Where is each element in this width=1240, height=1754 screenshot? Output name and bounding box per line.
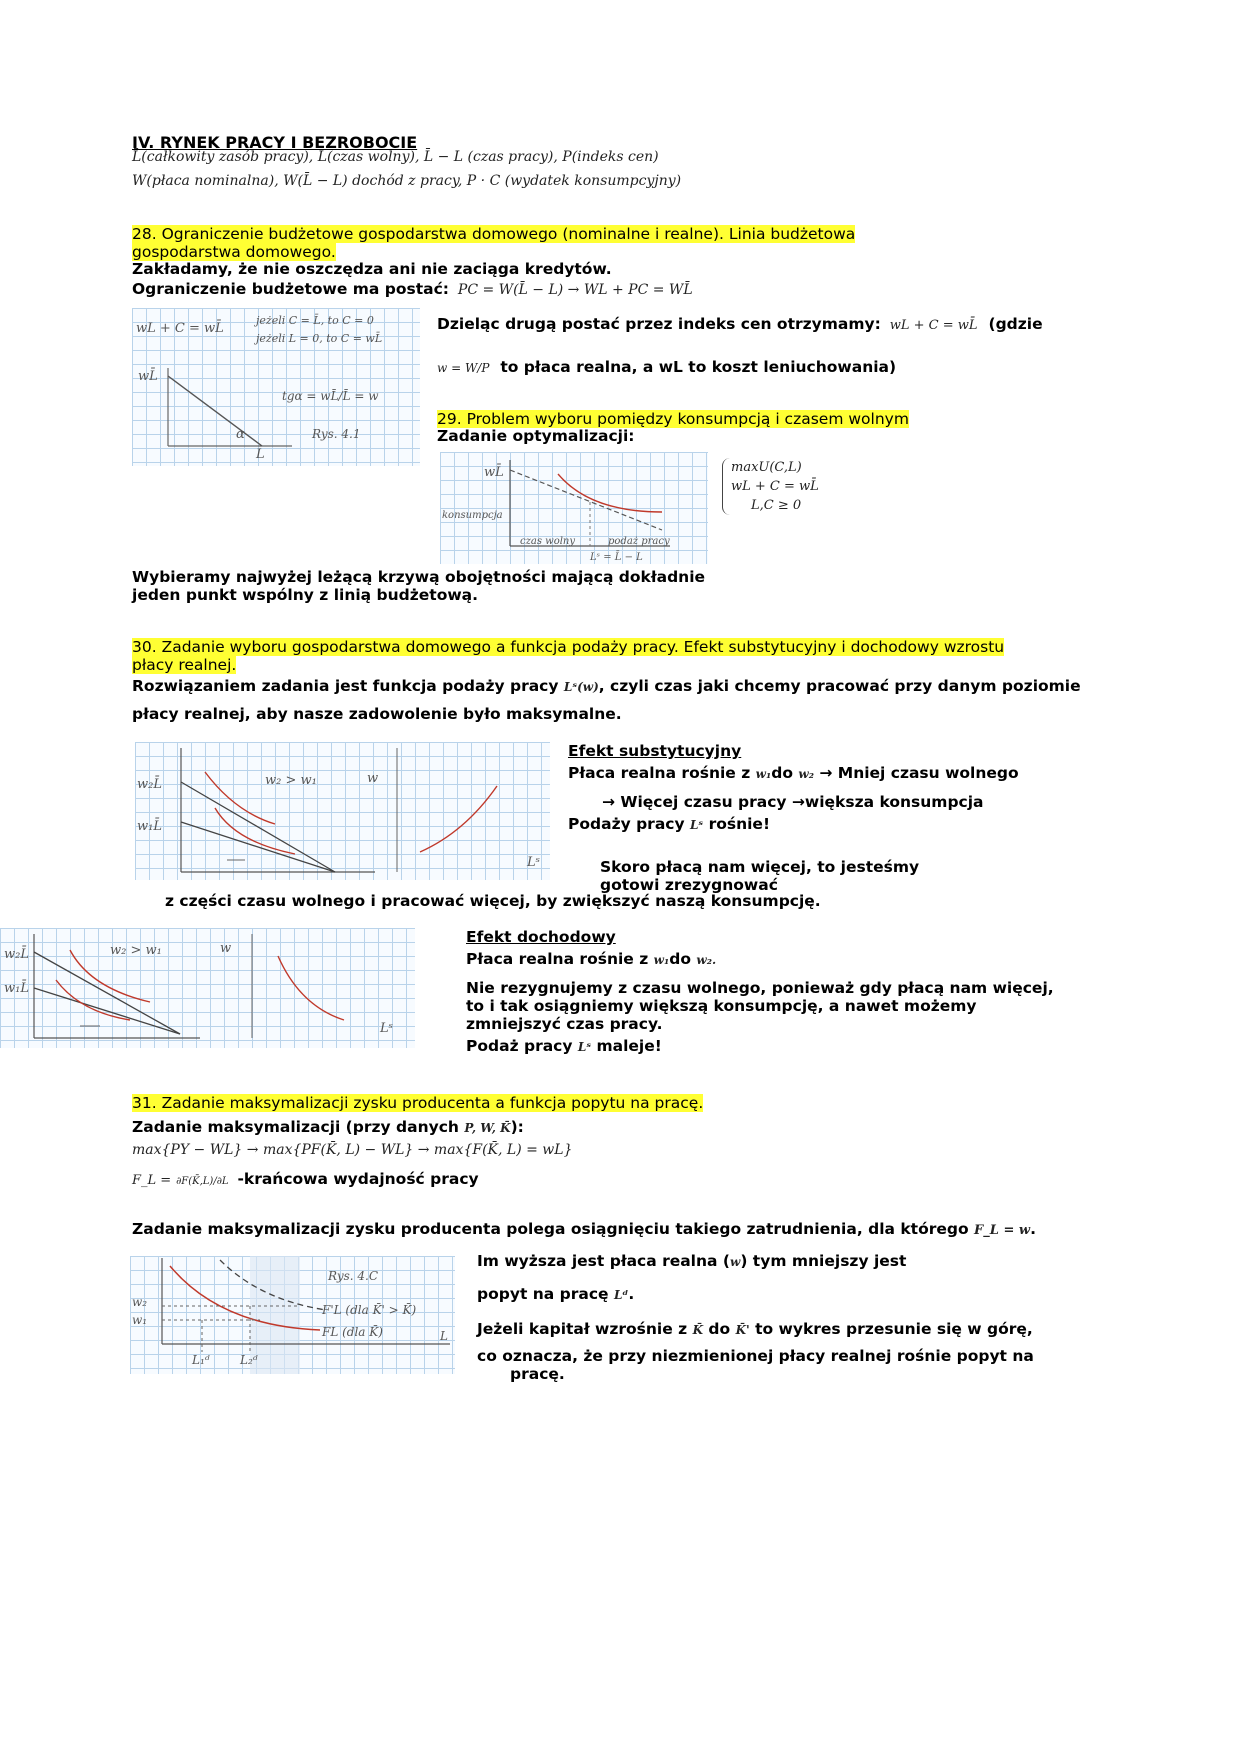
ld-line-5: pracę. [510, 1365, 565, 1383]
graph-wage-compare: w₂ > w₁ [265, 773, 317, 788]
page-title: IV. RYNEK PRACY I BEZROBOCIE [132, 133, 418, 152]
sketch-alpha: α [236, 427, 245, 442]
ld-line-2: popyt na pracę Lᵈ. [477, 1285, 635, 1303]
s31-paragraph-1: Zadanie maksymalizacji (przy danych P, W, K̄): [132, 1118, 524, 1136]
optimization-system: maxU(C,L) wL + C = wL̄ L,C ≥ 0 [722, 458, 819, 515]
s28-paragraph-1: Zakładamy, że nie oszczędza ani nie zaciąga kredytów. [132, 260, 612, 278]
budget-line-sketch [132, 308, 420, 466]
budget-line-svg [132, 308, 420, 466]
graph-w1L-label: w₁L̄ [137, 819, 162, 834]
inc-line-2: Nie rezygnujemy z czasu wolnego, ponieważ gdy płacą nam więcej, [466, 979, 1054, 997]
budget-constraint-formula: PC = W(L̄ − L) → WL + PC = WL̄ [457, 282, 693, 298]
s30-paragraph-1: Rozwiązaniem zadania jest funkcja podaży pracy Lˢ(w), czyli czas jaki chcemy pracować przy danym poziomie [132, 677, 1081, 695]
budget-line-w2 [34, 952, 180, 1034]
sub-line-2: → Więcej czasu pracy →większa konsumpcja [602, 793, 984, 811]
graph-l2-label: L₂ᵈ [240, 1353, 258, 1367]
graph-w2L-label: w₂L̄ [4, 947, 29, 962]
section-30-heading: 30. Zadanie wyboru gospodarstwa domowego a funkcja podaży pracy. Efekt substytucyjny i dochodowy wzrostu płacy realnej. [132, 638, 1005, 674]
sketch-x-label: L̄ [256, 447, 265, 462]
s29-subheading: Zadanie optymalizacji: [437, 427, 635, 445]
sketch-ls-label: Lˢ = L̄ − L [590, 552, 643, 563]
marginal-product-line: F_L = ∂F(K̄,L)/∂L -krańcowa wydajność pracy [132, 1170, 479, 1188]
graph-wage-compare: w₂ > w₁ [110, 943, 162, 958]
graph-w-axis: w [220, 941, 232, 956]
sketch-slope: tgα = wL̄/L̄ = w [282, 389, 379, 403]
graph-w1-label: w₁ [132, 1313, 148, 1327]
indifference-sketch [440, 452, 708, 564]
ld-line-4: co oznacza, że przy niezmienionej płacy realnej rośnie popyt na [477, 1347, 1034, 1365]
labor-demand-svg [130, 1256, 455, 1374]
sketch-y-label: wL̄ [138, 369, 158, 384]
definitions-line-1: L̄(całkowity zasób pracy), L(czas wolny), L̄ − L (czas pracy), P(indeks cen) [132, 149, 659, 165]
graph-Ls-axis: Lˢ [527, 855, 541, 870]
substitution-effect-graph [135, 742, 550, 880]
sub-line-5: z części czasu wolnego i pracować więcej, by zwiększyć naszą konsumpcję. [165, 892, 821, 910]
sketch-top-eq: wL + C = wL̄ [136, 321, 224, 336]
inc-line-5: Podaż pracy Lˢ maleje! [466, 1037, 662, 1055]
graph-fl-label: FL (dla K̄) [322, 1325, 383, 1339]
labor-supply-rising [420, 786, 497, 852]
inc-line-4: zmniejszyć czas pracy. [466, 1015, 663, 1033]
section-31-heading: 31. Zadanie maksymalizacji zysku producenta a funkcja popytu na pracę. [132, 1094, 704, 1112]
income-effect-text [466, 928, 1054, 1056]
sketch-cond-1: jeżeli C = L̄, to C = 0 [256, 314, 374, 327]
s29-paragraph: Wybieramy najwyżej leżącą krzywą obojętności mającą dokładnie jeden punkt wspólny z linią budżetową. [132, 568, 706, 604]
indifference-svg [440, 452, 708, 564]
income-svg [0, 928, 415, 1048]
budget-line-w1 [181, 822, 335, 872]
graph-l1-label: L₁ᵈ [192, 1353, 210, 1367]
section-29-heading: 29. Problem wyboru pomiędzy konsumpcją i czasem wolnym [437, 410, 909, 428]
sketch-labor-label: podaż pracy [608, 536, 670, 547]
indifference-curve [558, 474, 662, 512]
s28-paragraph-2: Ograniczenie budżetowe ma postać: PC = W(L̄ − L) → WL + PC = WL̄ [132, 280, 693, 298]
sub-line-1: Płaca realna rośnie z w₁do w₂ → Mniej czasu wolnego [568, 764, 1019, 782]
substitution-effect-title: Efekt substytucyjny [568, 742, 742, 760]
graph-figure-label: Rys. 4.C [328, 1269, 379, 1283]
sub-line-4: Skoro płacą nam więcej, to jesteśmy gotowi zrezygnować [600, 858, 920, 894]
budget-line-w2 [181, 782, 335, 872]
graph-fl-new-label: F'L (dla K̄' > K̄) [322, 1303, 417, 1317]
inc-line-1: Płaca realna rośnie z w₁do w₂. [466, 950, 717, 968]
budget-line [168, 376, 262, 446]
labor-demand-text [477, 1252, 1034, 1383]
ld-line-1: Im wyższa jest płaca realna (w) tym mniejszy jest [477, 1252, 907, 1270]
budget-line-w1 [34, 988, 180, 1034]
graph-w2L-label: w₂L̄ [137, 777, 162, 792]
substitution-svg [135, 742, 550, 880]
sketch-y-label: wL̄ [484, 465, 504, 480]
income-effect-title: Efekt dochodowy [466, 928, 616, 946]
ld-line-3: Jeżeli kapitał wzrośnie z K̄ do K̄' to wykres przesunie się w górę, [477, 1320, 1033, 1338]
graph-Ls-axis: Lˢ [380, 1021, 394, 1036]
labor-supply-falling [278, 956, 344, 1020]
graph-w2-label: w₂ [132, 1295, 148, 1309]
sketch-leisure-label: czas wolny [520, 536, 576, 547]
s28-paragraph-4: w = W/P to płaca realna, a wL to koszt leniuchowania) [437, 358, 897, 376]
substitution-effect-text [568, 740, 1019, 836]
s28-paragraph-3: Dzieląc drugą postać przez indeks cen otrzymamy: wL + C = wL̄ (gdzie [437, 315, 1043, 333]
inc-line-3: to i tak osiągniemy większą konsumpcję, a nawet możemy [466, 997, 977, 1015]
sketch-figure-label: Rys. 4.1 [312, 427, 361, 441]
sketch-cond-2: jeżeli L = 0, to C = wL̄ [256, 332, 383, 345]
labor-demand-graph [130, 1256, 455, 1374]
sketch-consumption-label: konsumpcja [442, 510, 503, 521]
indifference-curve-low [215, 808, 295, 854]
income-effect-graph [0, 928, 415, 1048]
s31-paragraph-2: Zadanie maksymalizacji zysku producenta polega osiągnięciu takiego zatrudnienia, dla którego F_L = w. [132, 1220, 1036, 1238]
definitions-line-2: W(płaca nominalna), W(L̄ − L) dochód z pracy, P · C (wydatek konsumpcyjny) [132, 173, 682, 189]
graph-L-axis: L [440, 1329, 448, 1343]
sub-line-3: Podaży pracy Lˢ rośnie! [568, 815, 771, 833]
budget-line [510, 470, 662, 530]
profit-max-formula: max{PY − WL} → max{PF(K̄, L) − WL} → max{F(K̄, L) = wL} [132, 1142, 573, 1158]
s30-paragraph-2: płacy realnej, aby nasze zadowolenie było maksymalne. [132, 705, 622, 723]
graph-w-axis: w [367, 771, 379, 786]
section-28-heading: 28. Ograniczenie budżetowe gospodarstwa domowego (nominalne i realne). Linia budżetowa gospodarstwa domowego. [132, 225, 856, 261]
graph-w1L-label: w₁L̄ [4, 981, 29, 996]
